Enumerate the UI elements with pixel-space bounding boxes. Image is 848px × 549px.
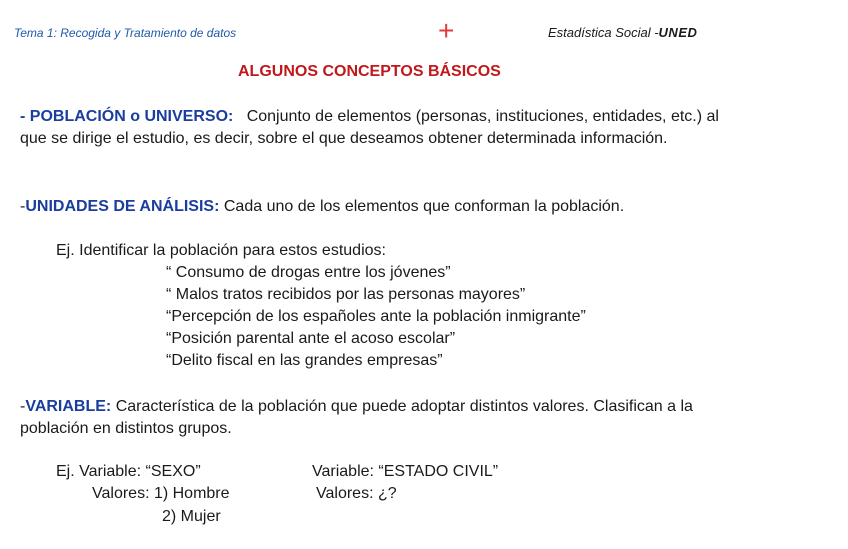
poblacion-definition: Conjunto de elementos (personas, instituciones, entidades, etc.) al que se dirige el estudio, es decir, sobre el que deseamos obtener determinada información.	[20, 108, 719, 147]
unidades-prefix: -	[20, 198, 26, 215]
list-item: “Percepción de los españoles ante la población inmigrante”	[166, 308, 586, 325]
example-list	[166, 262, 586, 372]
variable-definition: Característica de la población que puede adoptar distintos valores. Clasifican a la población en distintos grupos.	[20, 398, 693, 437]
estado-civil-values: Valores: ¿?	[316, 485, 397, 502]
variable-term: VARIABLE:	[25, 398, 112, 415]
uned-logo: UNED	[658, 25, 698, 40]
unidades-paragraph	[20, 196, 624, 218]
sexo-values-1: Valores: 1) Hombre	[92, 485, 230, 502]
list-item: “Delito fiscal en las grandes empresas”	[166, 352, 443, 369]
unidades-definition: Cada uno de los elementos que conforman la población.	[223, 198, 625, 215]
poblacion-paragraph	[20, 106, 720, 150]
list-item: “Posición parental ante el acoso escolar”	[166, 330, 456, 347]
sexo-values-2: 2) Mujer	[162, 508, 221, 525]
example-variable-estado-civil: Variable: “ESTADO CIVIL”	[312, 463, 499, 480]
header-course-prefix: Estadística Social -	[548, 25, 659, 40]
list-item: “ Malos tratos recibidos por las personas mayores”	[166, 286, 526, 303]
page-title: ALGUNOS CONCEPTOS BÁSICOS	[238, 63, 501, 80]
unidades-term: UNIDADES DE ANÁLISIS:	[25, 198, 220, 215]
plus-icon: +	[438, 15, 455, 46]
example-intro: Ej. Identificar la población para estos estudios:	[56, 242, 386, 259]
header-topic: Tema 1: Recogida y Tratamiento de datos	[14, 26, 237, 40]
poblacion-term: - POBLACIÓN o UNIVERSO:	[20, 108, 234, 125]
variable-prefix: -	[20, 398, 26, 415]
variable-paragraph	[20, 396, 720, 440]
list-item: “ Consumo de drogas entre los jóvenes”	[166, 264, 451, 281]
header-course	[548, 25, 697, 40]
example-variable-sexo: Ej. Variable: “SEXO”	[56, 463, 201, 480]
